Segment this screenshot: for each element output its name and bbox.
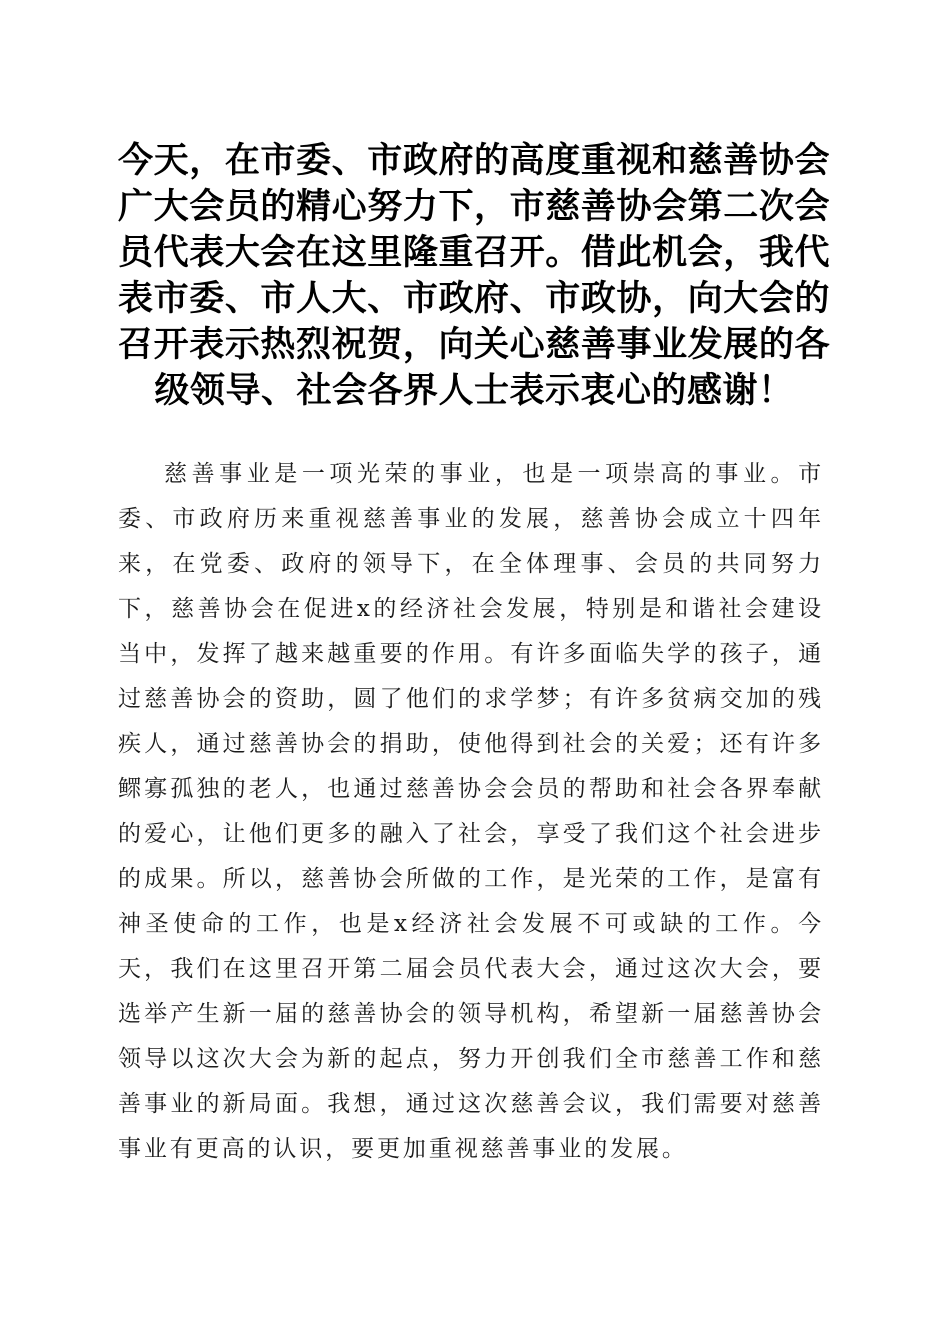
speech-body-paragraph: 慈善事业是一项光荣的事业，也是一项崇高的事业。市委、市政府历来重视慈善事业的发展，慈善协会成立十四年来，在党委、政府的领导下，在全体理事、会员的共同努力下，慈善协会在促进x的经济社会发展，特别是和谐社会建设当中，发挥了越来越重要的作用。有许多面临失学的孩子，通过慈善协会的资助，圆了他们的求学梦；有许多贫病交加的残疾人，通过慈善协会的捐助，使他得到社会的关爱；还有许多鳏寡孤独的老人，也通过慈善协会会员的帮助和社会各界奉献的爱心，让他们更多的融入了社会，享受了我们这个社会进步的成果。所以，慈善协会所做的工作，是光荣的工作，是富有神圣使命的工作，也是x经济社会发展不可或缺的工作。今天，我们在这里召开第二届会员代表大会，通过这次大会，要选举产生新一届的慈善协会的领导机构，希望新一届慈善协会领导以这次大会为新的起点，努力开创我们全市慈善工作和慈善事业的新局面。我想，通过这次慈善会议，我们需要对慈善事业有更高的认识，要更加重视慈善事业的发展。	[118, 461, 824, 1162]
speech-opening-heading: 今天，在市委、市政府的高度重视和慈善协会广大会员的精心努力下，市慈善协会第二次会员代表大会在这里隆重召开。借此机会，我代表市委、市人大、市政府、市政协，向大会的召开表示热烈祝贺，向关心慈善事业发展的各级领导、社会各界人士表示衷心的感谢！	[118, 140, 830, 411]
